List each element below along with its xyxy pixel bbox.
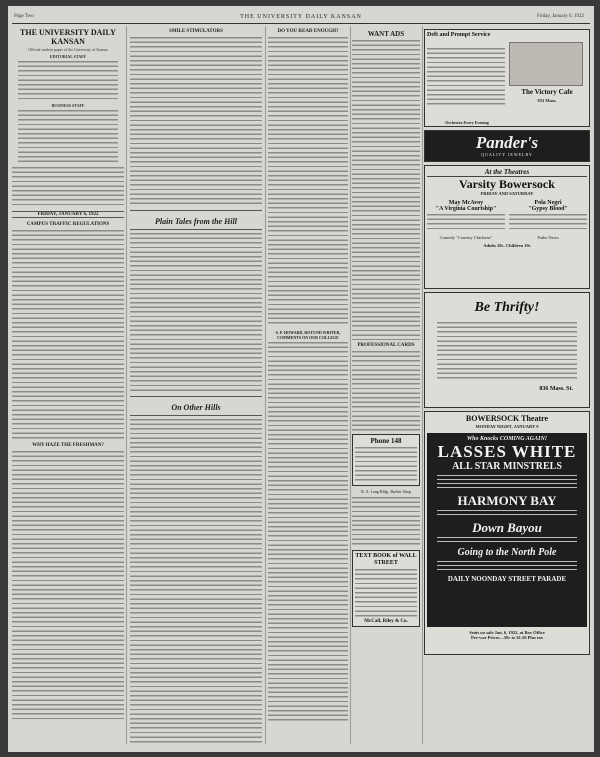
page-number: Page Two (14, 14, 34, 19)
cafe-illustration (509, 42, 583, 86)
article-body (268, 342, 348, 722)
business-heading: BUSINESS STAFF (51, 103, 85, 108)
editorial-body (12, 451, 124, 721)
business-list (18, 110, 118, 165)
professional-cards-list (352, 351, 420, 431)
star-name: May McAvoy (448, 199, 484, 206)
column-rule (126, 26, 127, 744)
column-rule (350, 26, 351, 744)
newspaper-page (8, 6, 594, 752)
admission-prices: Adults 20c. Children 10c (483, 243, 531, 248)
divider (130, 396, 262, 397)
column-rule (265, 26, 266, 744)
poster-star: LASSES WHITE (437, 441, 577, 461)
column-advertisements (424, 26, 590, 744)
poster-text (437, 537, 577, 545)
issue-date: FRIDAY, JANUARY 6, 1922 (12, 211, 124, 218)
divider (130, 229, 262, 230)
masthead: THE UNIVERSITY DAILY KANSAN (20, 28, 116, 46)
jewelry-ad (424, 130, 590, 162)
staff-heading: EDITORIAL STAFF (50, 54, 86, 59)
phone-ad (352, 434, 420, 486)
phone-number: Phone 148 (370, 437, 402, 445)
barber-ad: R. A. Long Bldg., Barber Shop (361, 489, 411, 494)
bowersock-theatre-ad (424, 411, 590, 655)
column-features (130, 26, 262, 744)
column-editorial (12, 26, 124, 744)
service-title: Deft and Prompt Service (427, 32, 491, 38)
masthead-subtitle: Official student paper of the University of Kansas (28, 47, 108, 52)
article-body (268, 37, 348, 327)
page-header-date: Friday, January 6, 1922 (536, 14, 584, 19)
thrifty-headline: Be Thrifty! (474, 300, 540, 315)
feature-headline: On Other Hills (171, 403, 221, 412)
thrifty-ad (424, 292, 590, 408)
bowersock-title: BOWERSOCK Theatre (465, 414, 549, 423)
feature-headline: SMILE STIMULATORS (169, 29, 223, 34)
ticket-prices: Pre-war Prices—50c to $1.50 Plus tax (470, 635, 544, 640)
page-header-title: THE UNIVERSITY DAILY KANSAN (240, 14, 362, 20)
varsity-theatre-ad (424, 165, 590, 289)
cafe-address: 933 Mass. (537, 98, 557, 103)
poster-parade: DAILY NOONDAY STREET PARADE (447, 574, 567, 583)
column-articles (268, 26, 348, 744)
column-rule (422, 26, 423, 744)
article-headline: DO YOU READ ENOUGH? (277, 29, 339, 34)
comedy-title: Comedy "Country Chickens" (439, 234, 493, 240)
article-headline: S. P. HOWARD, ROTUND WRITER, COMMENTS ON OUR COLLEGE (275, 330, 341, 340)
poster-dixie: Down Bayou (472, 519, 542, 535)
header-rule (12, 23, 590, 24)
jewelry-subtitle: QUALITY JEWELRY (481, 152, 533, 157)
poster-north-pole: Going to the North Pole (457, 546, 557, 558)
jewelry-name: Pander's (475, 133, 539, 152)
editorial-headline: CAMPUS TRAFFIC REGULATIONS (26, 222, 110, 227)
phone-ad-text (355, 447, 417, 483)
theatre-name: Varsity Bowersock (459, 177, 555, 191)
thrifty-address: 836 Mass. St. (539, 386, 573, 392)
barber-ad-text (352, 497, 420, 547)
textbook-ad-text (355, 569, 417, 617)
poster-minstrels: ALL STAR MINSTRELS (452, 460, 562, 472)
feature-body (130, 233, 262, 393)
subscription-text (12, 167, 124, 207)
textbook-ad (352, 550, 420, 627)
film-title: "Gypsy Blood" (528, 205, 568, 212)
thrifty-text (437, 322, 577, 380)
divider (130, 210, 262, 211)
feature-body (130, 37, 262, 207)
want-ads-list (352, 40, 420, 340)
theatres-heading: At the Theatres (427, 168, 587, 177)
editorial-headline: WHY HAZE THE FRESHMAN? (32, 443, 104, 448)
poster-text (437, 475, 577, 491)
poster-text (437, 510, 577, 518)
bowersock-date: MONDAY NIGHT, JANUARY 9 (475, 424, 539, 429)
poster-text (437, 561, 577, 573)
film-blurb (427, 214, 505, 232)
news-reel: Pathe News (537, 234, 559, 240)
textbook-title: TEXT BOOK of WALL STREET (355, 552, 417, 566)
staff-list (18, 61, 118, 101)
film-title: "A Virginia Courtship" (435, 205, 497, 212)
theatre-days: FRIDAY AND SATURDAY (480, 191, 534, 196)
cafe-note: Orchestra Every Evening (445, 119, 489, 125)
minstrel-poster (427, 433, 587, 627)
star-name: Pola Negri (534, 199, 562, 206)
cafe-name: The Victory Cafe (521, 88, 573, 96)
professional-cards-heading: PROFESSIONAL CARDS (357, 343, 415, 348)
divider (130, 415, 262, 416)
want-ads-heading: WANT ADS (367, 30, 405, 38)
cafe-ad (424, 29, 590, 127)
poster-tagline: Who Knocks COMING AGAIN! (466, 435, 548, 442)
seat-sale: Seats on sale Jan. 6, 1922, at Box Office (469, 629, 545, 635)
column-classified (352, 26, 420, 744)
textbook-firm: McCall, Riley & Co. (364, 618, 408, 624)
poster-harmony: HARMONY BAY (457, 492, 557, 508)
editorial-body (12, 230, 124, 440)
feature-headline: Plain Tales from the Hill (155, 217, 237, 226)
cafe-ad-text (427, 48, 505, 108)
film-blurb (509, 214, 587, 232)
feature-body (130, 419, 262, 744)
